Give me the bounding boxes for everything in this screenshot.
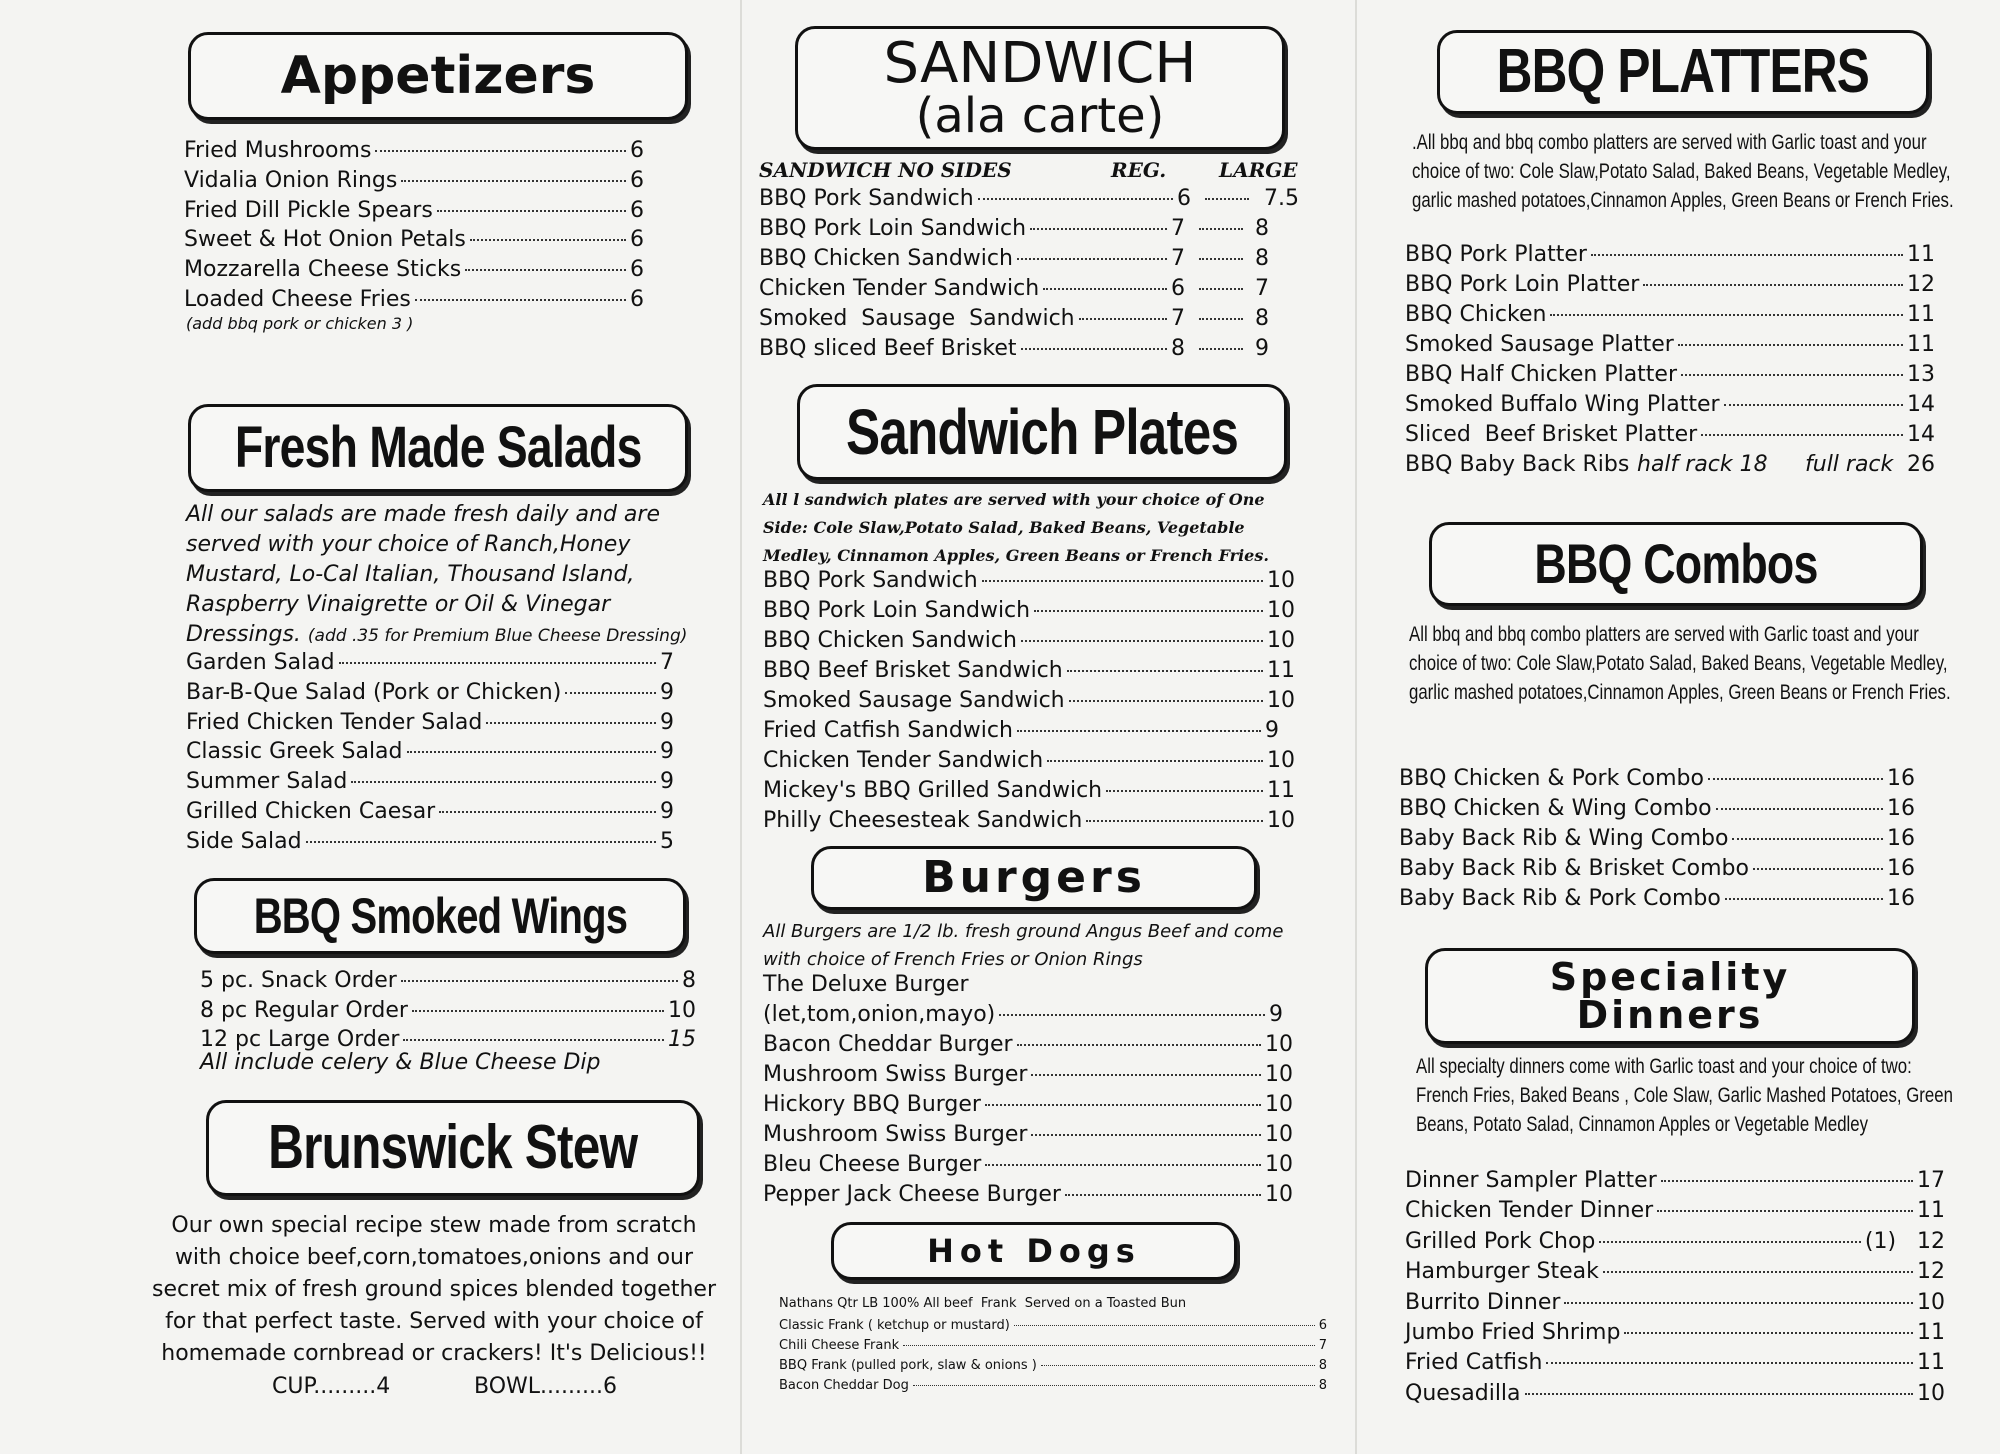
hotdogs-title: Hot Dogs [927,1232,1141,1270]
burgers-header [811,846,1257,910]
list-item: Philly Cheesesteak Sandwich 10 [763,808,1295,833]
list-item: Baby Back Rib & Pork Combo 16 [1399,886,1915,911]
list-item: Baby Back Rib & Brisket Combo 16 [1399,856,1915,881]
dinners-subtitle: Dinners [1576,993,1764,1037]
list-item: BBQ Half Chicken Platter 13 [1405,362,1935,387]
list-item: BBQ Chicken Sandwich 10 [763,628,1295,653]
panel-middle [755,0,1327,1454]
salads-list [186,648,674,857]
list-item: Fried Chicken Tender Salad 9 [186,709,674,735]
platters-title: BBQ PLATTERS [1496,37,1870,106]
list-item: Vidalia Onion Rings 6 [184,167,644,193]
list-item: 12 pc Large Order 15 [200,1027,696,1052]
list-item: Smoked Buffalo Wing Platter 14 [1405,392,1935,417]
list-item: Fried Dill Pickle Spears 6 [184,197,644,223]
appetizers-title: Appetizers [280,46,596,106]
table-row: BBQ Pork Loin Sandwich 7 8 [759,216,1269,241]
list-item: BBQ Chicken 11 [1405,302,1935,327]
table-row: BBQ Pork Sandwich 6 7.5 [759,186,1299,211]
list-item: Classic Frank ( ketchup or mustard) 6 [779,1318,1327,1333]
list-item: Chili Cheese Frank 7 [779,1338,1327,1353]
list-item: BBQ Pork Loin Platter 12 [1405,272,1935,297]
list-item: BBQ Beef Brisket Sandwich 11 [763,658,1295,683]
burgers-list [763,1000,1293,1210]
list-item: BBQ Pork Platter 11 [1405,242,1935,267]
salads-description: All our salads are made fresh daily and are served with your choice of Ranch,Honey Mustard, Lo-Cal Italian, Thousand Island, Raspberry Vinaigrette or Oil & Vinegar Dressings. (add .35 for Premium Blue Cheese Dressing) [186,502,688,647]
appetizers-list [184,136,644,315]
panel-left [150,0,720,1454]
plates-description: All l sandwich plates are served with your choice of One Side: Cole Slaw,Potato Salad, Baked Beans, Vegetable Medley, Cinnamon Apples, Green Beans or French Fries. [763,490,1269,565]
fold-line-left [740,0,742,1454]
list-item: Smoked Sausage Platter 11 [1405,332,1935,357]
sandwich-header [795,26,1285,150]
list-item: Pepper Jack Cheese Burger 10 [763,1182,1293,1207]
dinners-header [1425,948,1915,1044]
list-item: Bar-B-Que Salad (Pork or Chicken) 9 [186,679,674,705]
list-item: Hickory BBQ Burger 10 [763,1092,1293,1117]
ribs-name: BBQ Baby Back Ribs [1405,452,1630,477]
ribs-full: full rack [1805,452,1894,477]
hotdogs-header [831,1222,1237,1280]
list-item: Chicken Tender Sandwich 10 [763,748,1295,773]
list-item: Fried Catfish Sandwich 9 [763,718,1279,743]
list-item: BBQ Chicken & Pork Combo 16 [1399,766,1915,791]
dinners-title: Speciality [1549,955,1791,999]
list-item: Baby Back Rib & Wing Combo 16 [1399,826,1915,851]
stew-cup: CUP.........4 [272,1374,391,1399]
burgers-title: Burgers [922,852,1146,903]
stew-description: Our own special recipe stew made from scratch with choice beef,corn,tomatoes,onions and our secret mix of fresh ground spices blended together for that perfect taste. Served with your choice of homemade cornbread or crackers! It's Delicious!! [151,1213,716,1366]
plates-header [797,384,1287,480]
dinners-description: All specialty dinners come with Garlic toast and your choice of two: French Fries, Baked Beans , Cole Slaw, Garlic Mashed Potatoes, Green Beans, Potato Salad, Cinnamon Apples or Vegetable Medley [1416,1055,1953,1136]
wings-title: BBQ Smoked Wings [253,888,627,944]
col-name-header: SANDWICH NO SIDES [759,158,1012,182]
ribs-row [1405,450,1935,480]
stew-header [206,1100,700,1196]
list-item: Mozzarella Cheese Sticks 6 [184,257,644,283]
list-item: (let,tom,onion,mayo) 9 [763,1002,1283,1027]
panel-right [1395,0,1975,1454]
appetizers-note: (add bbq pork or chicken 3 ) [186,314,414,333]
list-item: Grilled Pork Chop (1) 12 [1405,1228,1945,1254]
list-item: Hamburger Steak 12 [1405,1259,1945,1285]
table-row: BBQ Chicken Sandwich 7 8 [759,246,1269,271]
plates-list [763,566,1295,836]
wings-header [194,878,686,954]
list-item: Loaded Cheese Fries 6 [184,286,644,312]
hotdogs-list [779,1316,1327,1396]
sandwich-subtitle: (ala carte) [915,88,1165,144]
salads-header [188,404,688,492]
list-item: Bacon Cheddar Dog 8 [779,1378,1327,1393]
platters-header [1437,30,1929,114]
plates-title: Sandwich Plates [845,396,1239,468]
list-item: Summer Salad 9 [186,769,674,795]
combos-title: BBQ Combos [1534,532,1818,595]
list-item: Chicken Tender Dinner 11 [1405,1198,1945,1224]
list-item: Bleu Cheese Burger 10 [763,1152,1293,1177]
table-row: BBQ sliced Beef Brisket 8 9 [759,336,1269,361]
list-item: Mushroom Swiss Burger 10 [763,1062,1293,1087]
platters-list [1405,240,1935,450]
list-item: BBQ Chicken & Wing Combo 16 [1399,796,1915,821]
ribs-full-price: 26 [1907,452,1935,477]
list-item: Smoked Sausage Sandwich 10 [763,688,1295,713]
stew-bowl: BOWL.........6 [474,1374,617,1399]
combos-header [1429,522,1923,606]
list-item: 5 pc. Snack Order 8 [200,968,696,993]
list-item: Burrito Dinner 10 [1405,1289,1945,1315]
list-item: Sliced Beef Brisket Platter 14 [1405,422,1935,447]
stew-title: Brunswick Stew [268,1113,638,1182]
list-item: 8 pc Regular Order 10 [200,997,696,1023]
burgers-description: All Burgers are 1/2 lb. fresh ground Angus Beef and come with choice of French Fries or Onion Rings [763,921,1284,970]
combos-list [1399,764,1915,914]
list-item: Mushroom Swiss Burger 10 [763,1122,1293,1147]
list-item: Mickey's BBQ Grilled Sandwich 11 [763,778,1295,803]
list-item: Classic Greek Salad 9 [186,739,674,765]
hotdogs-description: Nathans Qtr LB 100% All beef Frank Served on a Toasted Bun [779,1296,1187,1311]
list-item: Sweet & Hot Onion Petals 6 [184,227,644,253]
list-item: Side Salad 5 [186,828,674,854]
col-large-header: LARGE [1219,158,1298,182]
list-item: BBQ Pork Sandwich 10 [763,568,1295,593]
appetizers-header [188,32,688,120]
list-item: Quesadilla 10 [1405,1380,1945,1406]
list-item: BBQ Pork Loin Sandwich 10 [763,598,1295,623]
ribs-half: half rack 18 [1637,452,1768,477]
sandwich-table [759,158,1299,366]
salads-title: Fresh Made Salads [234,415,642,480]
wings-list [200,966,696,1055]
platters-description: .All bbq and bbq combo platters are served with Garlic toast and your choice of two: Cole Slaw,Potato Salad, Baked Beans, Vegetable Medley, garlic mashed potatoes,Cinnamon Apples, Green Beans or French Fries. [1412,131,1954,212]
list-item: Fried Mushrooms 6 [184,138,644,163]
table-row: Chicken Tender Sandwich 6 7 [759,276,1269,301]
col-reg-header: REG. [1111,158,1167,182]
deluxe-burger-name: The Deluxe Burger [763,972,969,997]
table-row: Smoked Sausage Sandwich 7 8 [759,306,1269,331]
list-item: BBQ Frank (pulled pork, slaw & onions ) 8 [779,1358,1327,1373]
list-item: Bacon Cheddar Burger 10 [763,1032,1293,1057]
list-item: Jumbo Fried Shrimp 11 [1405,1320,1945,1346]
list-item: Grilled Chicken Caesar 9 [186,798,674,824]
sandwich-title: SANDWICH [883,31,1197,96]
wings-note: All include celery & Blue Cheese Dip [200,1050,601,1075]
fold-line-right [1355,0,1357,1454]
list-item: Dinner Sampler Platter 17 [1405,1168,1945,1193]
list-item: Garden Salad 7 [186,650,674,675]
combos-description: All bbq and bbq combo platters are served with Garlic toast and your choice of two: Cole Slaw,Potato Salad, Baked Beans, Vegetable Medley, garlic mashed potatoes,Cinnamon Apples, Green Beans or French Fries. [1409,623,1951,704]
dinners-list [1405,1166,1945,1409]
list-item: Fried Catfish 11 [1405,1350,1945,1376]
